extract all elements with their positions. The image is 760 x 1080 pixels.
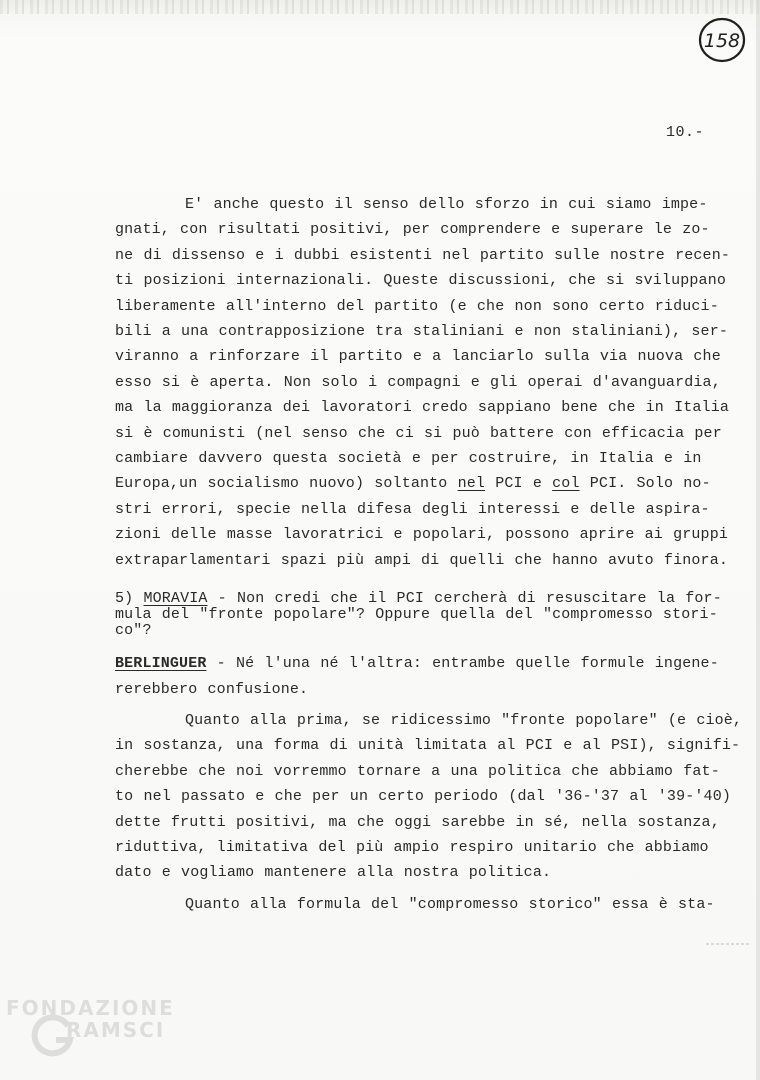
text-line: in sostanza, una forma di unità limitata al PCI e al PSI), signifi- — [115, 737, 741, 755]
text-line: Quanto alla formula del "compromesso storico" essa è sta- — [185, 895, 715, 913]
text-line: cambiare davvero questa società e per costruire, in Italia e in — [115, 450, 702, 468]
text-line: E' anche questo il senso dello sforzo in cui siamo impe- — [185, 196, 708, 213]
text-fragment: PCI. Solo no- — [579, 475, 711, 493]
text-line: viranno a rinforzare il partito e a lanciarlo sulla via nuova che — [115, 348, 721, 366]
scan-top-edge — [0, 0, 760, 14]
text-line: stri errori, specie nella difesa degli interessi e delle aspira- — [115, 500, 710, 518]
question-line — [115, 591, 727, 607]
text-line: dato e vogliamo mantenere alla nostra politica. — [115, 864, 552, 882]
question-5 — [115, 591, 727, 639]
scan-mark — [706, 942, 750, 946]
text-line-underlined — [115, 471, 727, 496]
text-line: zioni delle masse lavoratrici e popolari, possono aprire ai gruppi — [115, 526, 728, 544]
watermark-line-2: RAMSCI — [66, 1018, 166, 1042]
text-line: ti posizioni internazionali. Queste discussioni, che si sviluppano — [115, 272, 726, 290]
page-number: 10.- — [666, 124, 705, 141]
text-line: esso si è aperta. Non solo i compagni e gli operai d'avanguardia, — [115, 373, 721, 391]
text-line: riduttiva, limitativa del più ampio respiro unitario che abbiamo — [115, 838, 709, 856]
text-fragment: PCI e — [485, 475, 553, 493]
paragraph-1 — [115, 192, 730, 573]
text-line: liberamente all'interno del partito (e che non sono certo riduci- — [115, 297, 719, 315]
body-text — [115, 192, 743, 917]
speaker-moravia: MORAVIA — [143, 590, 208, 608]
stamp-number: 158 — [703, 30, 741, 52]
answer-berlinguer — [115, 651, 727, 702]
text-line: dette frutti positivi, ma che oggi sarebbe in sé, nella sostanza, — [115, 813, 720, 831]
speaker-berlinguer: BERLINGUER — [115, 655, 207, 673]
text-line: si è comunisti (nel senso che ci si può battere con efficacia per — [115, 424, 722, 442]
paragraph-3 — [115, 708, 743, 886]
spacer — [115, 573, 727, 591]
text-line: to nel passato e che per un certo periodo (dal '36-'37 al '39-'40) — [115, 788, 731, 806]
text-fragment: Europa,un socialismo nuovo) soltanto — [115, 475, 458, 493]
text-line: ma la maggioranza dei lavoratori credo sappiano bene che in Italia — [115, 399, 729, 417]
underlined-word-col: col — [552, 475, 580, 493]
question-line: mula del "fronte popolare"? Oppure quella del "compromesso stori- — [115, 606, 718, 624]
answer-text: - Né l'una né l'altra: entrambe quelle formule ingene- — [206, 655, 719, 673]
spacer — [115, 639, 727, 651]
watermark-line-1: FONDAZIONE — [6, 996, 175, 1020]
text-line: Quanto alla prima, se ridicessimo "fronte popolare" (e cioè, — [185, 711, 743, 729]
answer-line: rerebbero confusione. — [115, 680, 309, 698]
text-line: gnati, con risultati positivi, per comprendere e superare le zo- — [115, 221, 710, 239]
question-line: co"? — [115, 622, 152, 640]
answer-line — [115, 651, 727, 676]
question-number: 5) — [115, 590, 144, 608]
question-text: - Non credi che il PCI cercherà di resuscitare la for- — [207, 590, 722, 608]
text-line: ne di dissenso e i dubbi esistenti nel partito sulle nostre recen- — [115, 246, 730, 264]
archive-stamp — [697, 15, 747, 65]
fondazione-gramsci-watermark — [6, 996, 206, 1076]
underlined-word-nel: nel — [457, 475, 486, 493]
text-line: bili a una contrapposizione tra staliniani e non staliniani), ser- — [115, 323, 728, 341]
paragraph-4 — [115, 892, 727, 917]
text-line: extraparlamentari spazi più ampi di quelli che hanno avuto finora. — [115, 551, 728, 569]
scan-right-edge — [756, 0, 760, 1080]
text-line: cherebbe che noi vorremmo tornare a una politica che abbiamo fat- — [115, 762, 720, 780]
